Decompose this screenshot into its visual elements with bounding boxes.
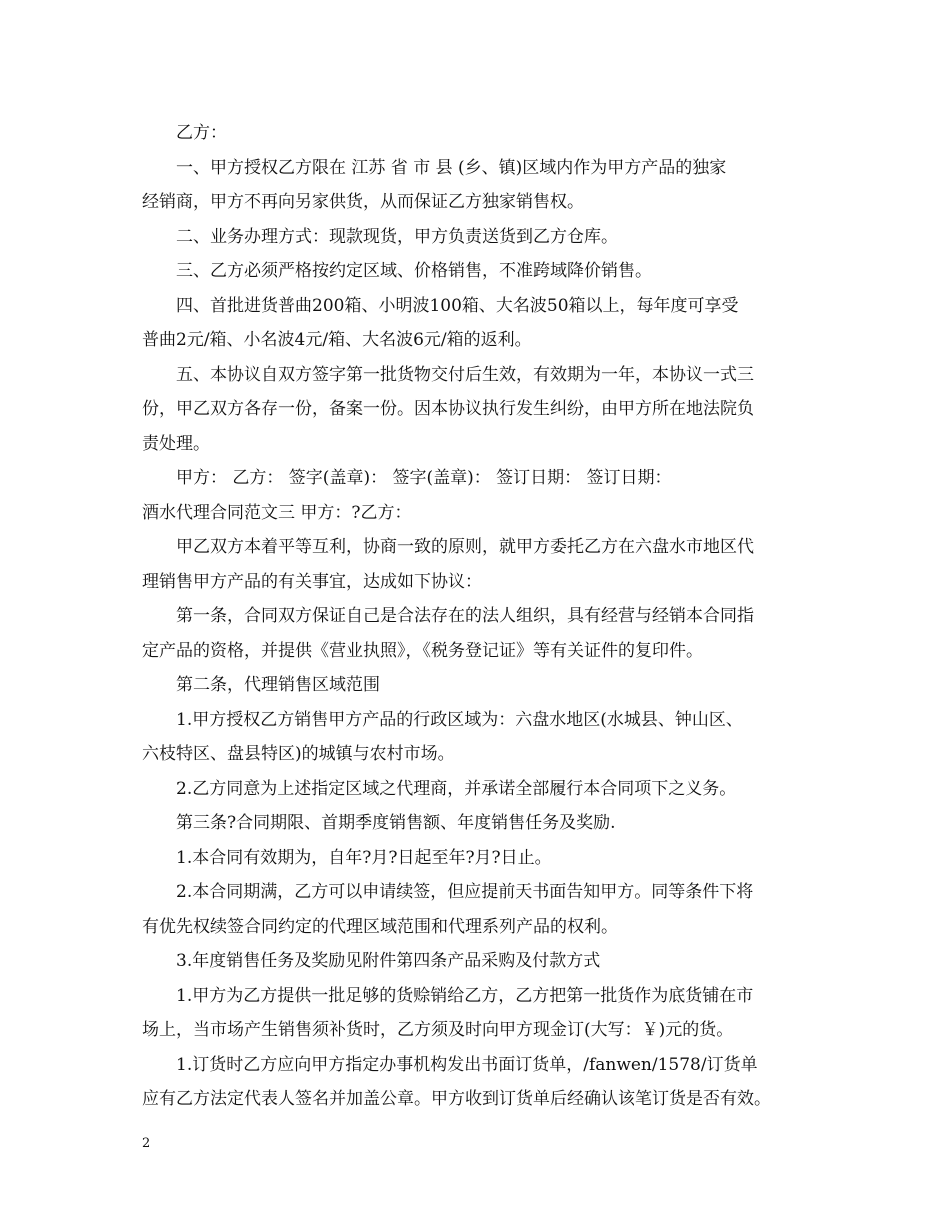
text-line: 1.甲方授权乙方销售甲方产品的行政区域为：六盘水地区(水城县、钟山区、 xyxy=(176,709,743,730)
text-line: 三、乙方必须严格按约定区域、价格销售，不准跨域降价销售。 xyxy=(176,261,652,281)
text-line: 份，甲乙双方各存一份，备案一份。因本协议执行发生纠纷，由甲方所在地法院负 xyxy=(142,399,754,419)
text-line: 2.本合同期满，乙方可以申请续签，但应提前天书面告知甲方。同等条件下将 xyxy=(176,882,754,902)
text-line: 一、甲方授权乙方限在 江苏 省 市 县 (乡、镇)区域内作为甲方产品的独家 xyxy=(176,157,727,178)
text-line: 第三条?合同期限、首期季度销售额、年度销售任务及奖励. xyxy=(176,813,616,833)
text-line: 普曲2元/箱、小名波4元/箱、大名波6元/箱的返利。 xyxy=(142,330,532,350)
text-line: 定产品的资格，并提供《营业执照》，《税务登记证》等有关证件的复印件。 xyxy=(142,640,703,661)
text-line: 责处理。 xyxy=(142,433,210,454)
text-line: 第二条，代理销售区域范围 xyxy=(176,675,380,695)
page-number: 2 xyxy=(142,1136,151,1151)
text-line: 六枝特区、盘县特区)的城镇与农村市场。 xyxy=(142,744,455,764)
text-line: 理销售甲方产品的有关事宜，达成如下协议： xyxy=(142,571,482,592)
text-line: 场上，当市场产生销售须补货时，乙方须及时向甲方现金订(大写：￥)元的货。 xyxy=(142,1020,734,1040)
text-line: 经销商，甲方不再向另家供货，从而保证乙方独家销售权。 xyxy=(142,192,584,212)
signature-line: 甲方： 乙方： 签字(盖章)： 签字(盖章)： 签订日期： 签订日期： xyxy=(176,468,672,488)
text-line: 有优先权续签合同约定的代理区域范围和代理系列产品的权利。 xyxy=(142,916,618,937)
document-body xyxy=(142,116,810,1117)
text-line: 2.乙方同意为上述指定区域之代理商，并承诺全部履行本合同项下之义务。 xyxy=(176,778,737,799)
text-line: 3.年度销售任务及奖励见附件第四条产品采购及付款方式 xyxy=(176,951,601,971)
text-line: 二、业务办理方式：现款现货，甲方负责送货到乙方仓库。 xyxy=(176,226,618,247)
text-line: 四、首批进货普曲200箱、小明波100箱、大名波50箱以上，每年度可享受 xyxy=(176,295,739,316)
text-line: 乙方： xyxy=(176,123,227,143)
text-line: 1.本合同有效期为，自年?月?日起至年?月?日止。 xyxy=(176,847,552,868)
section-title-line: 酒水代理合同范文三 甲方：?乙方： xyxy=(142,502,412,523)
text-line: 应有乙方法定代表人签名并加盖公章。甲方收到订货单后经确认该笔订货是否有效。 xyxy=(142,1089,771,1109)
text-line: 1.订货时乙方应向甲方指定办事机构发出书面订货单，/fanwen/1578/订货单 xyxy=(176,1054,758,1075)
text-line: 第一条，合同双方保证自己是合法存在的法人组织，具有经营与经销本合同指 xyxy=(176,606,754,626)
text-line: 1.甲方为乙方提供一批足够的货赊销给乙方，乙方把第一批货作为底货铺在市 xyxy=(176,985,754,1006)
text-line: 五、本协议自双方签字第一批货物交付后生效，有效期为一年，本协议一式三 xyxy=(176,364,754,385)
text-line: 甲乙双方本着平等互利，协商一致的原则，就甲方委托乙方在六盘水市地区代 xyxy=(176,537,754,557)
